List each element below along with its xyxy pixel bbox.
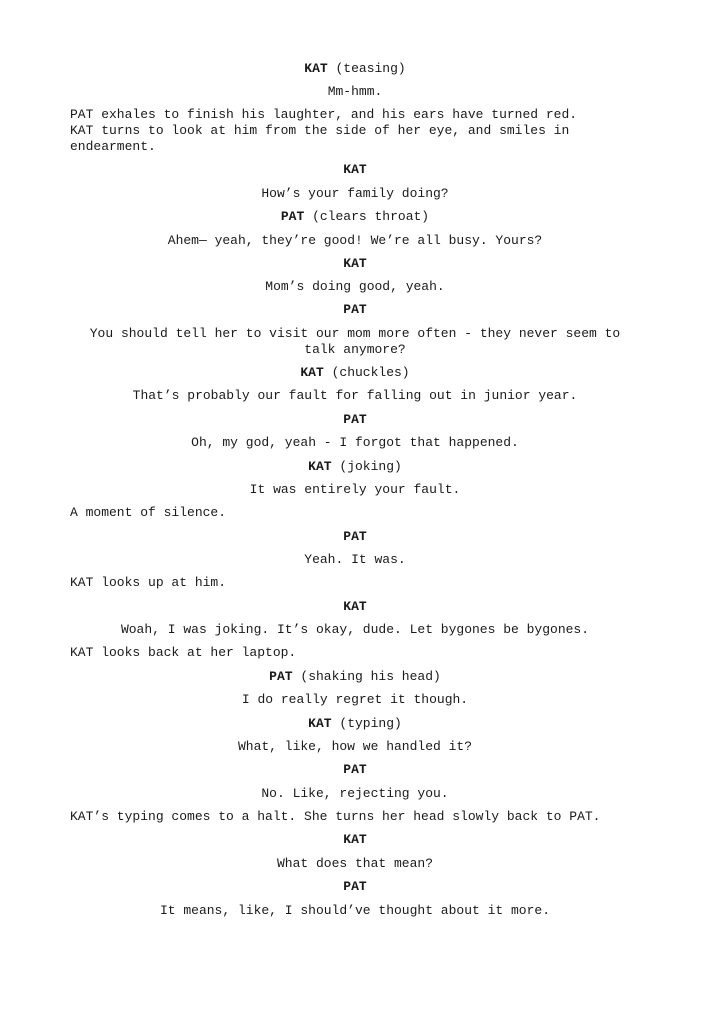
character-name: PAT <box>269 669 293 684</box>
character-name: PAT <box>343 302 367 317</box>
character-cue <box>50 256 660 272</box>
action-line: PAT exhales to finish his laughter, and his ears have turned red. <box>70 107 578 122</box>
dialogue-line: Woah, I was joking. It’s okay, dude. Let bygones be bygones. <box>120 622 590 637</box>
parenthetical: (shaking his head) <box>300 669 441 684</box>
action-line: KAT looks back at her laptop. <box>70 645 297 660</box>
character-name: KAT <box>304 61 328 76</box>
character-name: KAT <box>343 832 367 847</box>
character-name: PAT <box>343 762 367 777</box>
character-name: PAT <box>280 209 305 224</box>
character-name: PAT <box>343 412 367 427</box>
character-cue <box>50 412 660 428</box>
dialogue-line: That’s probably our fault for falling out in junior year. <box>132 388 578 403</box>
character-cue <box>50 61 660 77</box>
action-line: endearment. <box>70 139 156 154</box>
action-line: KAT looks up at him. <box>70 575 227 590</box>
dialogue-line: What does that mean? <box>276 856 434 871</box>
dialogue-line: No. Like, rejecting you. <box>261 786 449 801</box>
character-cue <box>50 365 660 381</box>
character-cue <box>50 669 660 685</box>
dialogue-line: Mom’s doing good, yeah. <box>265 279 445 294</box>
character-name: KAT <box>343 256 367 271</box>
character-cue <box>50 716 660 732</box>
character-name: KAT <box>308 716 332 731</box>
action-line: KAT’s typing comes to a halt. She turns her head slowly back to PAT. <box>70 809 601 824</box>
character-name: PAT <box>343 879 367 894</box>
character-name: KAT <box>343 599 367 614</box>
dialogue-line: It means, like, I should’ve thought about it more. <box>159 903 551 918</box>
character-name: PAT <box>343 529 367 544</box>
character-cue <box>50 459 660 475</box>
character-cue <box>50 879 660 895</box>
dialogue-line: How’s your family doing? <box>261 186 449 201</box>
dialogue-line: talk anymore? <box>304 342 406 357</box>
parenthetical: (teasing) <box>335 61 406 76</box>
parenthetical: (chuckles) <box>331 365 410 380</box>
character-name: KAT <box>308 459 332 474</box>
character-name: KAT <box>300 365 324 380</box>
character-name: KAT <box>343 162 367 177</box>
character-cue <box>50 762 660 778</box>
dialogue-line: Oh, my god, yeah - I forgot that happened. <box>191 435 519 450</box>
dialogue-line: Ahem— yeah, they’re good! We’re all busy. Yours? <box>167 233 543 248</box>
dialogue-line: You should tell her to visit our mom more often - they never seem to <box>89 326 621 341</box>
dialogue-line: Mm-hmm. <box>327 84 383 99</box>
character-cue <box>50 162 660 178</box>
dialogue-line: I do really regret it though. <box>241 692 469 707</box>
parenthetical: (joking) <box>339 459 402 474</box>
dialogue-line: What, like, how we handled it? <box>237 739 473 754</box>
dialogue-line: Yeah. It was. <box>304 552 406 567</box>
parenthetical: (clears throat) <box>312 209 430 224</box>
dialogue-line: It was entirely your fault. <box>249 482 461 497</box>
character-cue <box>50 209 660 225</box>
character-cue <box>50 302 660 318</box>
action-line: A moment of silence. <box>70 505 227 520</box>
character-cue <box>50 529 660 545</box>
character-cue <box>50 832 660 848</box>
action-line: KAT turns to look at him from the side of her eye, and smiles in <box>70 123 570 138</box>
character-cue <box>50 599 660 615</box>
parenthetical: (typing) <box>339 716 402 731</box>
